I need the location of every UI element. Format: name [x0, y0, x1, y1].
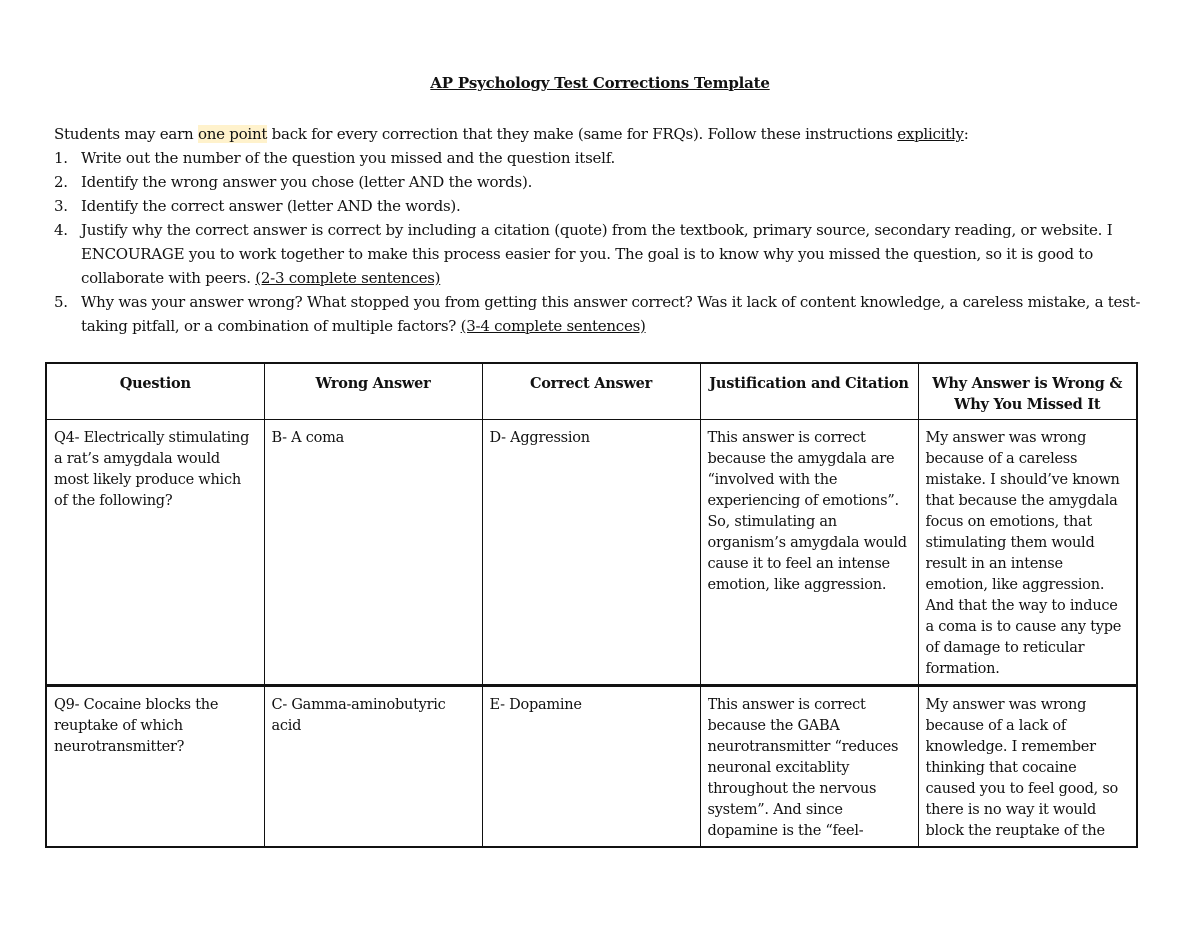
header-wrong-answer: Wrong Answer	[264, 363, 482, 420]
list-underlined: (2-3 complete sentences)	[255, 269, 441, 287]
header-correct-answer: Correct Answer	[482, 363, 700, 420]
list-number: 2.	[54, 173, 68, 191]
table-row	[46, 686, 1137, 848]
list-text: Justify why the correct answer is correct by including a citation (quote) from the textbook, primary source, secondary reading, or website. I ENCOURAGE you to work together to make this process easier for you. The goal is to know why you missed the question, so it is good to collaborate with peers.	[81, 221, 1113, 287]
cell-correct-answer: D- Aggression	[482, 420, 700, 686]
cell-text: Q9- Cocaine blocks the reuptake of which neurotransmitter?	[54, 697, 219, 755]
list-number: 4.	[54, 221, 68, 239]
list-text: Identify the wrong answer you chose (letter AND the words).	[81, 173, 533, 191]
intro-text-1: Students may earn	[54, 125, 198, 143]
cell-question: Q4- Electrically stimulating a rat’s amygdala would most likely produce which of the following?	[46, 420, 264, 686]
list-item	[54, 290, 1144, 338]
list-number: 1.	[54, 149, 68, 167]
cell-justification: This answer is correct because the amygdala are “involved with the experiencing of emotions”. So, stimulating an organism’s amygdala would cause it to feel an intense emotion, like aggression.	[700, 420, 918, 686]
cell-question	[46, 686, 264, 848]
list-item	[54, 194, 1144, 218]
cell-why-wrong: My answer was wrong because of a careless mistake. I should’ve known that because the amygdala focus on emotions, that stimulating them would result in an intense emotion, like aggression. And that the way to induce a coma is to cause any type of damage to reticular formation.	[918, 420, 1137, 686]
header-why-wrong: Why Answer is Wrong & Why You Missed It	[918, 363, 1137, 420]
corrections-table	[45, 362, 1138, 848]
cell-text: This answer is correct because the GABA neurotransmitter “reduces neuronal excitablity throughout the nervous system”. And since dopamine is the “feel-	[707, 697, 899, 839]
header-justification: Justification and Citation	[700, 363, 918, 420]
list-text: Write out the number of the question you missed and the question itself.	[81, 149, 615, 167]
cell-why-wrong	[918, 686, 1137, 848]
list-number: 5.	[54, 293, 68, 311]
list-underlined: (3-4 complete sentences)	[460, 317, 646, 335]
cell-text: My answer was wrong because of a lack of knowledge. I remember thinking that cocaine caused you to feel good, so there is no way it would block the reuptake of the	[925, 697, 1118, 839]
list-number: 3.	[54, 197, 68, 215]
intro-text-2: back for every correction that they make (same for FRQs). Follow these instructions	[267, 125, 898, 143]
instruction-list	[54, 146, 1144, 338]
cell-wrong-answer: B- A coma	[264, 420, 482, 686]
cell-justification	[700, 686, 918, 848]
intro-colon: :	[963, 125, 969, 143]
header-question: Question	[46, 363, 264, 420]
explicitly-underlined: explicitly	[897, 125, 964, 143]
list-item	[54, 170, 1144, 194]
list-text: Why was your answer wrong? What stopped you from getting this answer correct? Was it lack of content knowledge, a careless mistake, a test-taking pitfall, or a combination of multiple factors?	[81, 293, 1141, 335]
highlighted-text: one point	[197, 125, 268, 143]
page-title: AP Psychology Test Corrections Template	[430, 74, 770, 92]
cell-text: C- Gamma-aminobutyric acid	[271, 697, 446, 734]
table-header-row	[46, 363, 1137, 420]
list-item	[54, 218, 1144, 290]
list-text: Identify the correct answer (letter AND the words).	[81, 197, 461, 215]
intro-paragraph	[54, 122, 1144, 146]
instructions	[54, 122, 1144, 338]
cell-text: E- Dopamine	[489, 697, 582, 713]
cell-wrong-answer	[264, 686, 482, 848]
cell-correct-answer	[482, 686, 700, 848]
list-item	[54, 146, 1144, 170]
table-row	[46, 420, 1137, 686]
